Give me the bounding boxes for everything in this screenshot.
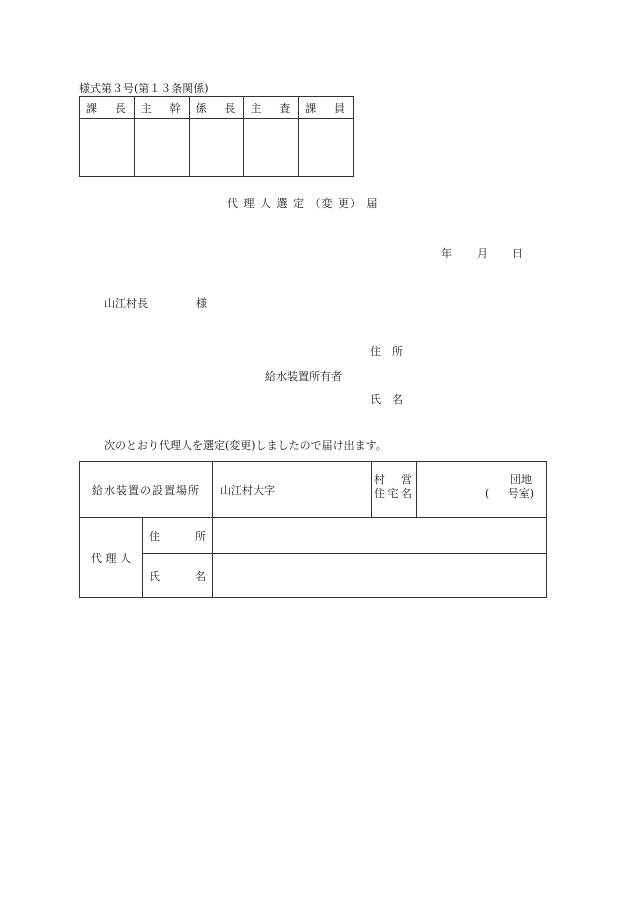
location-label: 給水装置の設置場所 xyxy=(92,483,200,497)
housing-label-char: 住 xyxy=(374,487,385,500)
location-label-cell xyxy=(80,462,213,518)
owner-role-label: 給水装置所有者 xyxy=(265,370,342,383)
form-number: 様式第３号(第１３条関係) xyxy=(79,82,209,95)
housing-label-cell xyxy=(372,462,417,518)
housing-name-cell[interactable] xyxy=(417,462,547,518)
approval-header-senior-staff: 主 幹 xyxy=(134,97,189,119)
stamp-box-inspector[interactable] xyxy=(244,119,299,177)
approval-header-section-chief: 課 長 xyxy=(80,97,135,119)
agent-label-cell xyxy=(80,518,143,598)
stamp-box-subsection-chief[interactable] xyxy=(189,119,244,177)
approval-header-inspector: 主 査 xyxy=(244,97,299,119)
addressee-honorific: 様 xyxy=(196,297,207,310)
stamp-box-senior-staff[interactable] xyxy=(134,119,189,177)
housing-label-char: 宅 xyxy=(387,487,399,500)
housing-label-char: 名 xyxy=(401,487,412,500)
stamp-box-staff[interactable] xyxy=(299,119,354,177)
date-day-label: 日 xyxy=(512,247,523,260)
agent-name-label-cell xyxy=(143,554,213,598)
addressee-name: 山江村長 xyxy=(104,297,148,310)
housing-label-char: 営 xyxy=(401,473,412,486)
village-cell[interactable] xyxy=(213,462,372,518)
approval-stamp-table xyxy=(79,96,354,177)
date-month-label: 月 xyxy=(477,247,488,260)
agent-address-label-char: 所 xyxy=(195,529,206,543)
approval-header-subsection-chief: 係 長 xyxy=(189,97,244,119)
statement-text: 次のとおり代理人を選定(変更)しましたので届け出ます。 xyxy=(104,439,387,452)
document-title: 代 理 人 選 定 （変 更） 届 xyxy=(227,197,379,210)
agent-name-label-char: 氏 xyxy=(149,569,160,583)
housing-label-char: 村 xyxy=(374,473,385,486)
agent-address-label-char: 住 xyxy=(149,529,160,543)
owner-address-label: 住 所 xyxy=(370,345,403,358)
agent-label: 代 理 人 xyxy=(91,551,131,565)
agent-details-table xyxy=(79,461,547,598)
stamp-box-section-chief[interactable] xyxy=(80,119,135,177)
danchi-label: 団地 xyxy=(510,473,532,486)
agent-name-label-char: 名 xyxy=(195,569,206,583)
village-prefix: 山江村大字 xyxy=(220,483,275,497)
date-year-label: 年 xyxy=(441,247,452,260)
approval-header-staff: 課 員 xyxy=(299,97,354,119)
agent-name-input[interactable] xyxy=(213,554,547,598)
room-open-paren: ( xyxy=(485,487,490,500)
owner-name-label: 氏 名 xyxy=(370,393,403,406)
room-suffix: 号室) xyxy=(507,487,534,500)
agent-address-input[interactable] xyxy=(213,518,547,554)
agent-address-label-cell xyxy=(143,518,213,554)
